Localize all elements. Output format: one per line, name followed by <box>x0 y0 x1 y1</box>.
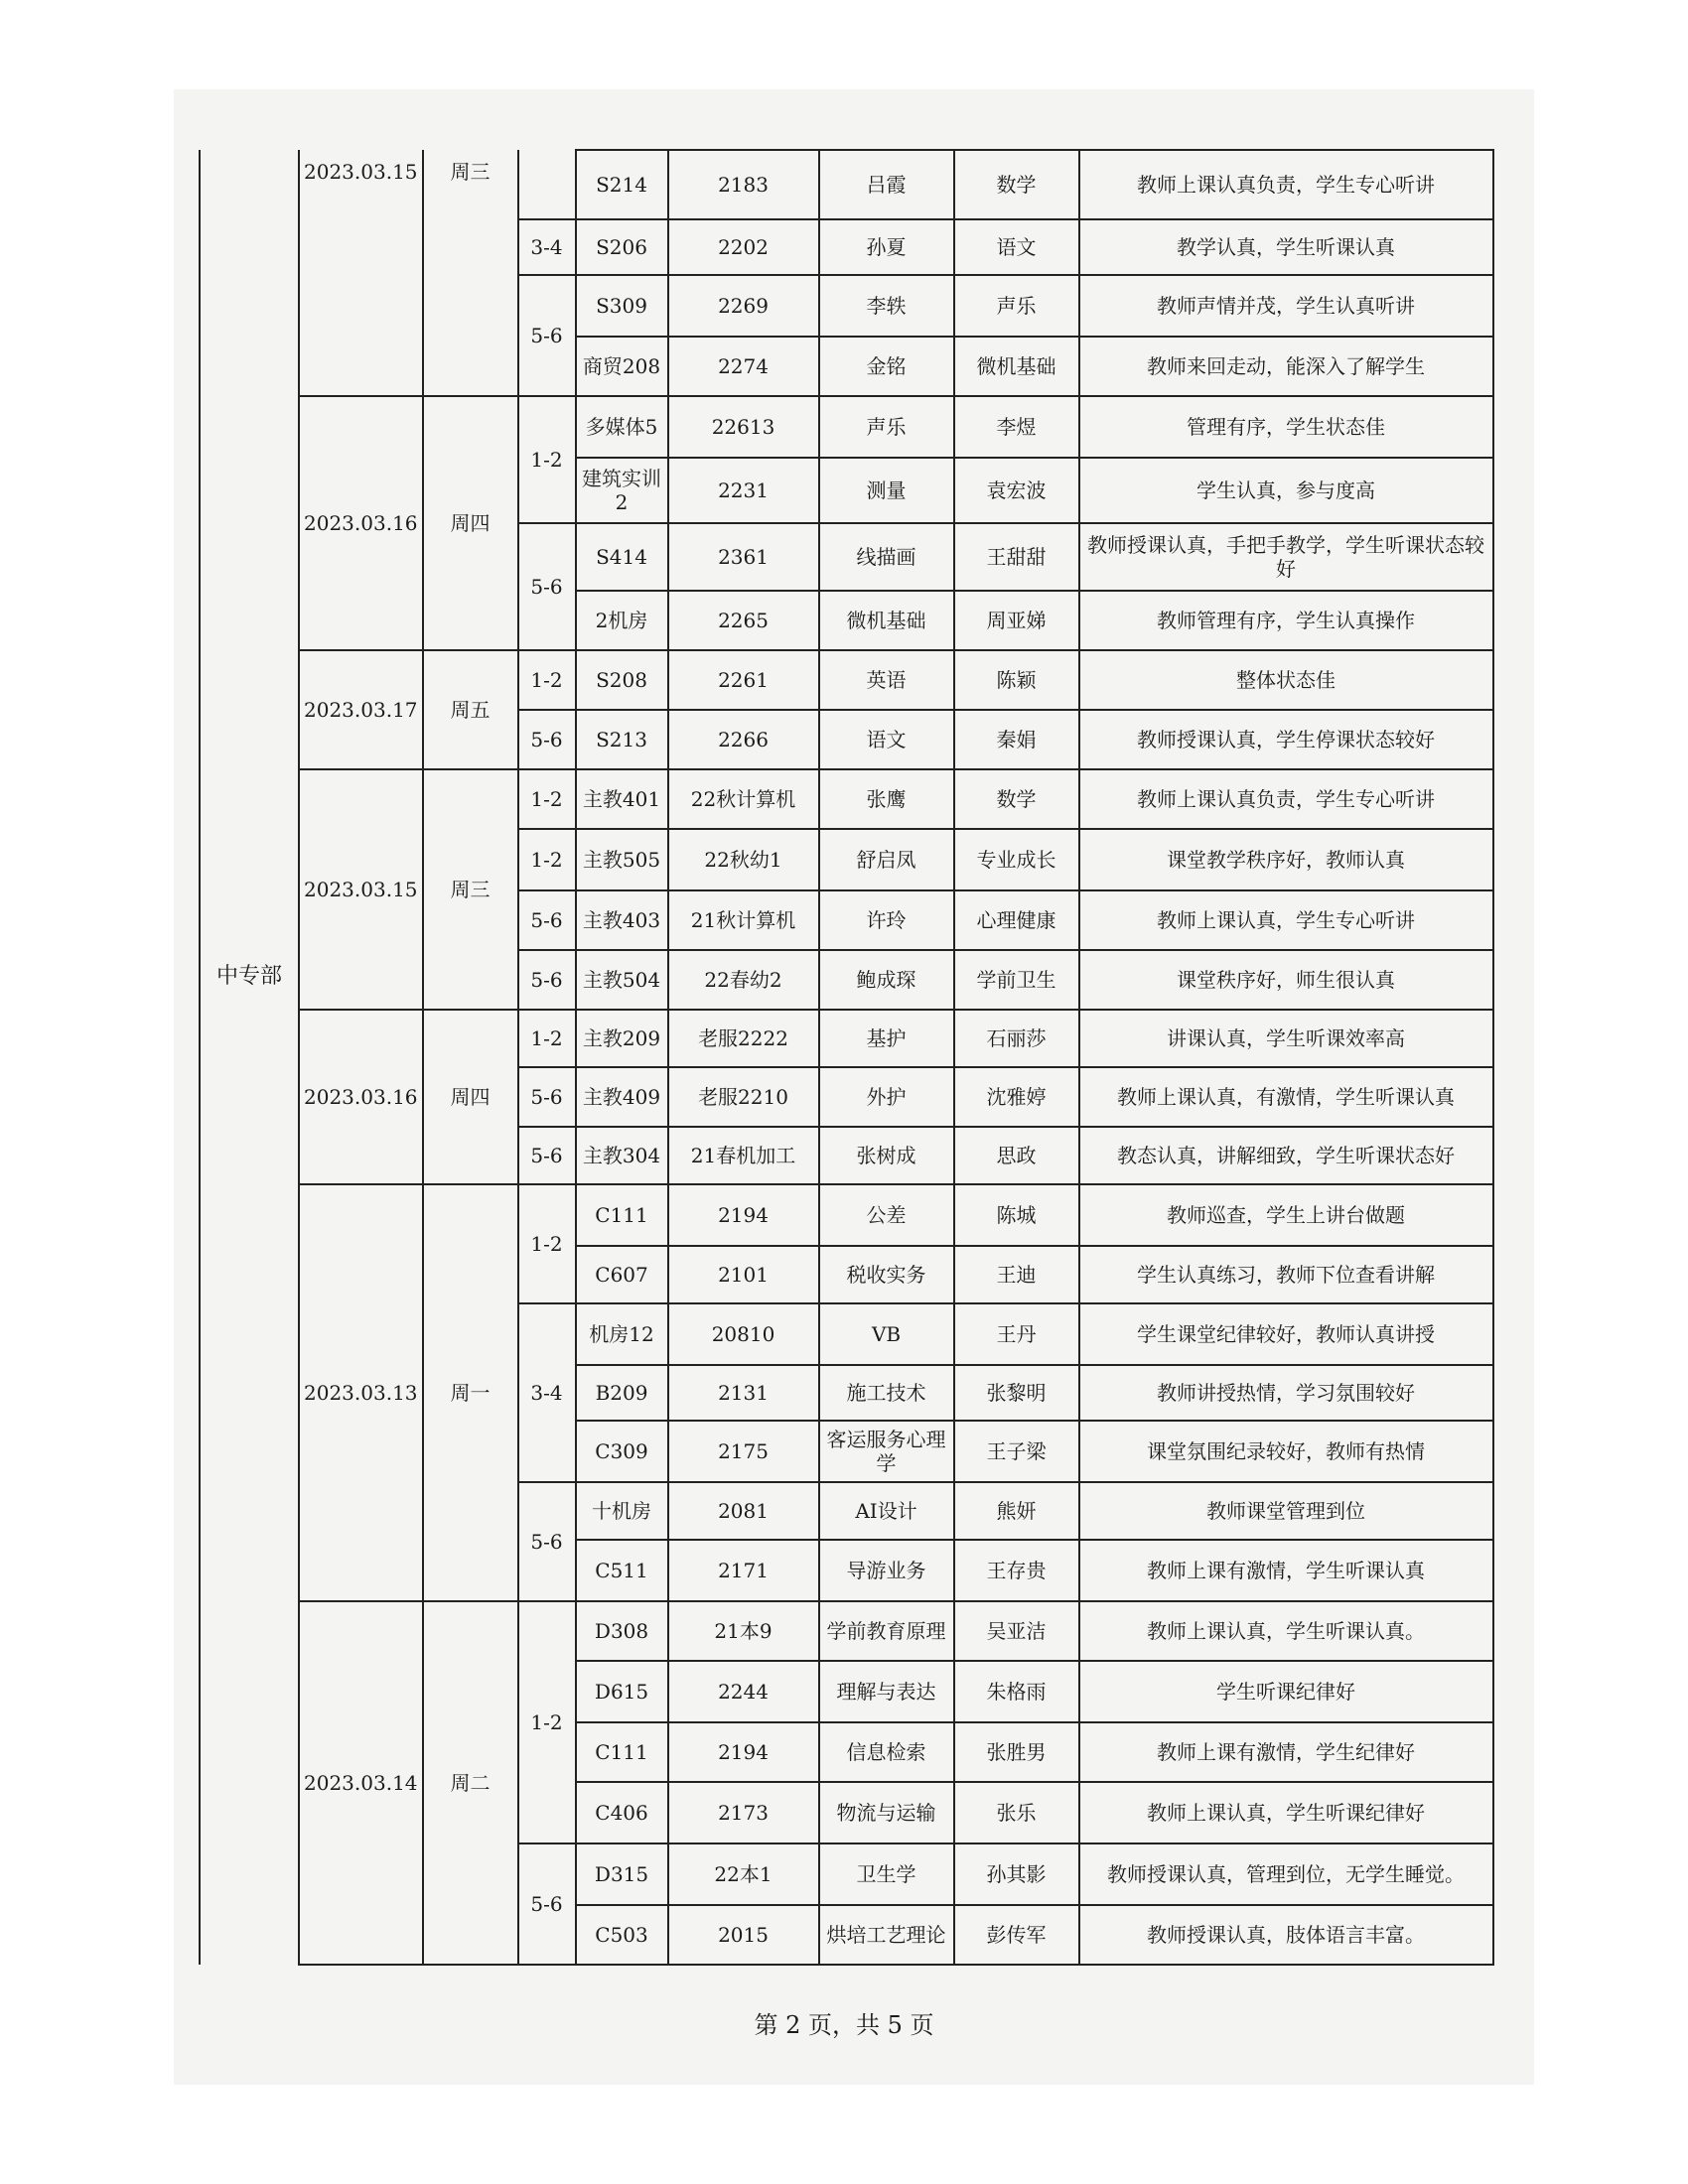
room-cell: 主教504 <box>576 950 668 1010</box>
date-cell: 2023.03.13 <box>299 1184 423 1601</box>
course-cell: 卫生学 <box>819 1843 954 1905</box>
teacher-cell: 沈雅婷 <box>954 1067 1079 1127</box>
comment-cell: 教师上课有激情，学生纪律好 <box>1079 1722 1493 1782</box>
course-cell: 理解与表达 <box>819 1661 954 1722</box>
comment-cell: 教学认真，学生听课认真 <box>1079 219 1493 275</box>
period-cell: 5-6 <box>518 890 576 950</box>
comment-cell: 教师来回走动，能深入了解学生 <box>1079 337 1493 396</box>
course-cell: 公差 <box>819 1184 954 1246</box>
class-cell: 22春幼2 <box>668 950 819 1010</box>
period-cell: 1-2 <box>518 829 576 890</box>
weekday-cell: 周一 <box>423 1184 518 1601</box>
room-cell: 主教401 <box>576 769 668 829</box>
class-cell: 22秋幼1 <box>668 829 819 890</box>
observation-table <box>199 149 1494 1966</box>
date-cell: 2023.03.16 <box>299 396 423 650</box>
class-cell: 老服2210 <box>668 1067 819 1127</box>
room-cell: D308 <box>576 1601 668 1661</box>
class-cell: 2131 <box>668 1365 819 1421</box>
course-cell: 语文 <box>819 710 954 769</box>
comment-cell: 教师上课认真，学生听课纪律好 <box>1079 1782 1493 1843</box>
weekday-cell: 周二 <box>423 1601 518 1965</box>
course-cell: 许玲 <box>819 890 954 950</box>
room-cell: C511 <box>576 1540 668 1601</box>
class-cell: 2231 <box>668 458 819 523</box>
room-cell: B209 <box>576 1365 668 1421</box>
room-cell: C406 <box>576 1782 668 1843</box>
course-cell: 舒启凤 <box>819 829 954 890</box>
teacher-cell: 朱格雨 <box>954 1661 1079 1722</box>
comment-cell: 课堂秩序好，师生很认真 <box>1079 950 1493 1010</box>
room-cell: 2机房 <box>576 591 668 650</box>
teacher-cell: 王甜甜 <box>954 523 1079 591</box>
course-cell: 学前教育原理 <box>819 1601 954 1661</box>
comment-cell: 学生认真练习，教师下位查看讲解 <box>1079 1246 1493 1303</box>
teacher-cell: 张乐 <box>954 1782 1079 1843</box>
course-cell: 孙夏 <box>819 219 954 275</box>
course-cell: 客运服务心理学 <box>819 1421 954 1482</box>
teacher-cell: 微机基础 <box>954 337 1079 396</box>
department-cell <box>200 1184 299 1965</box>
class-cell: 20810 <box>668 1303 819 1365</box>
teacher-cell: 熊妍 <box>954 1482 1079 1540</box>
course-cell: 物流与运输 <box>819 1782 954 1843</box>
class-cell: 22秋计算机 <box>668 769 819 829</box>
class-cell: 2269 <box>668 275 819 337</box>
class-cell: 2015 <box>668 1905 819 1965</box>
class-cell: 2175 <box>668 1421 819 1482</box>
class-cell: 22613 <box>668 396 819 458</box>
room-cell: 建筑实训2 <box>576 458 668 523</box>
period-cell: 1-2 <box>518 1184 576 1303</box>
date-cell: 2023.03.14 <box>299 1601 423 1965</box>
course-cell: 李轶 <box>819 275 954 337</box>
class-cell: 2261 <box>668 650 819 710</box>
period-cell: 1-2 <box>518 769 576 829</box>
date-cell: 2023.03.16 <box>299 1010 423 1184</box>
period-cell: 5-6 <box>518 1067 576 1127</box>
teacher-cell: 孙其影 <box>954 1843 1079 1905</box>
room-cell: S208 <box>576 650 668 710</box>
teacher-cell: 学前卫生 <box>954 950 1079 1010</box>
teacher-cell: 语文 <box>954 219 1079 275</box>
comment-cell: 管理有序，学生状态佳 <box>1079 396 1493 458</box>
period-cell: 1-2 <box>518 1601 576 1843</box>
comment-cell: 教师上课认真，学生专心听讲 <box>1079 890 1493 950</box>
course-cell: 张鹰 <box>819 769 954 829</box>
comment-cell: 教师上课有激情，学生听课认真 <box>1079 1540 1493 1601</box>
date-cell: 2023.03.15 <box>299 150 423 396</box>
teacher-cell: 声乐 <box>954 275 1079 337</box>
room-cell: 主教209 <box>576 1010 668 1067</box>
course-cell: 导游业务 <box>819 1540 954 1601</box>
period-cell: 1-2 <box>518 1010 576 1067</box>
teacher-cell: 王存贵 <box>954 1540 1079 1601</box>
period-cell <box>518 150 576 219</box>
room-cell: 十机房 <box>576 1482 668 1540</box>
course-cell: AI设计 <box>819 1482 954 1540</box>
comment-cell: 讲课认真，学生听课效率高 <box>1079 1010 1493 1067</box>
room-cell: 商贸208 <box>576 337 668 396</box>
class-cell: 2173 <box>668 1782 819 1843</box>
weekday-cell: 周四 <box>423 1010 518 1184</box>
table-row <box>200 1601 1493 1661</box>
period-cell: 5-6 <box>518 523 576 650</box>
class-cell: 2101 <box>668 1246 819 1303</box>
room-cell: 多媒体5 <box>576 396 668 458</box>
teacher-cell: 思政 <box>954 1127 1079 1184</box>
teacher-cell: 数学 <box>954 150 1079 219</box>
comment-cell: 学生听课纪律好 <box>1079 1661 1493 1722</box>
comment-cell: 教师上课认真负责，学生专心听讲 <box>1079 150 1493 219</box>
comment-cell: 学生认真，参与度高 <box>1079 458 1493 523</box>
weekday-cell: 周三 <box>423 150 518 396</box>
teacher-cell: 张胜男 <box>954 1722 1079 1782</box>
course-cell: 鲍成琛 <box>819 950 954 1010</box>
teacher-cell: 陈颖 <box>954 650 1079 710</box>
weekday-cell: 周四 <box>423 396 518 650</box>
teacher-cell: 彭传军 <box>954 1905 1079 1965</box>
class-cell: 2202 <box>668 219 819 275</box>
class-cell: 2244 <box>668 1661 819 1722</box>
comment-cell: 教师授课认真，学生停课状态较好 <box>1079 710 1493 769</box>
course-cell: 金铭 <box>819 337 954 396</box>
table-row <box>200 1184 1493 1246</box>
class-cell: 2171 <box>668 1540 819 1601</box>
room-cell: C111 <box>576 1184 668 1246</box>
table-row <box>200 396 1493 458</box>
date-cell: 2023.03.15 <box>299 769 423 1010</box>
class-cell: 2194 <box>668 1722 819 1782</box>
period-cell: 5-6 <box>518 275 576 396</box>
course-cell: 信息检索 <box>819 1722 954 1782</box>
teacher-cell: 李煜 <box>954 396 1079 458</box>
course-cell: 施工技术 <box>819 1365 954 1421</box>
comment-cell: 学生课堂纪律较好，教师认真讲授 <box>1079 1303 1493 1365</box>
class-cell: 2265 <box>668 591 819 650</box>
date-cell: 2023.03.17 <box>299 650 423 769</box>
comment-cell: 教师课堂管理到位 <box>1079 1482 1493 1540</box>
course-cell: 烘培工艺理论 <box>819 1905 954 1965</box>
class-cell: 2183 <box>668 150 819 219</box>
comment-cell: 教师上课认真，学生听课认真。 <box>1079 1601 1493 1661</box>
course-cell: 基护 <box>819 1010 954 1067</box>
room-cell: C503 <box>576 1905 668 1965</box>
course-cell: 吕霞 <box>819 150 954 219</box>
period-cell: 5-6 <box>518 1482 576 1601</box>
room-cell: S206 <box>576 219 668 275</box>
class-cell: 2361 <box>668 523 819 591</box>
comment-cell: 教师巡查，学生上讲台做题 <box>1079 1184 1493 1246</box>
weekday-cell: 周五 <box>423 650 518 769</box>
teacher-cell: 周亚娣 <box>954 591 1079 650</box>
period-cell: 5-6 <box>518 950 576 1010</box>
course-cell: 线描画 <box>819 523 954 591</box>
room-cell: C309 <box>576 1421 668 1482</box>
room-cell: C111 <box>576 1722 668 1782</box>
course-cell: 测量 <box>819 458 954 523</box>
comment-cell: 教师讲授热情，学习氛围较好 <box>1079 1365 1493 1421</box>
teacher-cell: 陈城 <box>954 1184 1079 1246</box>
teacher-cell: 吴亚洁 <box>954 1601 1079 1661</box>
teacher-cell: 张黎明 <box>954 1365 1079 1421</box>
teacher-cell: 袁宏波 <box>954 458 1079 523</box>
teacher-cell: 王迪 <box>954 1246 1079 1303</box>
comment-cell: 教师管理有序，学生认真操作 <box>1079 591 1493 650</box>
teacher-cell: 数学 <box>954 769 1079 829</box>
period-cell: 5-6 <box>518 1843 576 1965</box>
class-cell: 老服2222 <box>668 1010 819 1067</box>
class-cell: 2274 <box>668 337 819 396</box>
comment-cell: 教师上课认真，有激情，学生听课认真 <box>1079 1067 1493 1127</box>
room-cell: S414 <box>576 523 668 591</box>
period-cell: 3-4 <box>518 219 576 275</box>
teacher-cell: 心理健康 <box>954 890 1079 950</box>
table-row <box>200 1010 1493 1067</box>
room-cell: 主教409 <box>576 1067 668 1127</box>
period-cell: 1-2 <box>518 650 576 710</box>
comment-cell: 课堂氛围纪录较好，教师有热情 <box>1079 1421 1493 1482</box>
course-cell: VB <box>819 1303 954 1365</box>
room-cell: 主教505 <box>576 829 668 890</box>
weekday-cell: 周三 <box>423 769 518 1010</box>
teacher-cell: 专业成长 <box>954 829 1079 890</box>
course-cell: 微机基础 <box>819 591 954 650</box>
page-footer: 第 2 页，共 5 页 <box>754 2011 934 2039</box>
table-row <box>200 150 1493 219</box>
period-cell: 5-6 <box>518 1127 576 1184</box>
department-cell <box>200 150 299 769</box>
teacher-cell: 秦娟 <box>954 710 1079 769</box>
comment-cell: 整体状态佳 <box>1079 650 1493 710</box>
comment-cell: 课堂教学秩序好，教师认真 <box>1079 829 1493 890</box>
teacher-cell: 王丹 <box>954 1303 1079 1365</box>
room-cell: S309 <box>576 275 668 337</box>
class-cell: 2266 <box>668 710 819 769</box>
course-cell: 外护 <box>819 1067 954 1127</box>
teacher-cell: 石丽莎 <box>954 1010 1079 1067</box>
comment-cell: 教态认真，讲解细致，学生听课状态好 <box>1079 1127 1493 1184</box>
course-cell: 张树成 <box>819 1127 954 1184</box>
comment-cell: 教师授课认真，手把手教学，学生听课状态较好 <box>1079 523 1493 591</box>
room-cell: S214 <box>576 150 668 219</box>
table-row <box>200 650 1493 710</box>
room-cell: 主教304 <box>576 1127 668 1184</box>
room-cell: S213 <box>576 710 668 769</box>
class-cell: 21春机加工 <box>668 1127 819 1184</box>
comment-cell: 教师授课认真，肢体语言丰富。 <box>1079 1905 1493 1965</box>
comment-cell: 教师授课认真，管理到位，无学生睡觉。 <box>1079 1843 1493 1905</box>
room-cell: 主教403 <box>576 890 668 950</box>
class-cell: 2194 <box>668 1184 819 1246</box>
period-cell: 3-4 <box>518 1303 576 1482</box>
class-cell: 2081 <box>668 1482 819 1540</box>
department-cell: 中专部 <box>200 769 299 1184</box>
table-row <box>200 769 1493 829</box>
period-cell: 1-2 <box>518 396 576 523</box>
period-cell: 5-6 <box>518 710 576 769</box>
course-cell: 税收实务 <box>819 1246 954 1303</box>
room-cell: D615 <box>576 1661 668 1722</box>
room-cell: C607 <box>576 1246 668 1303</box>
room-cell: D315 <box>576 1843 668 1905</box>
course-cell: 英语 <box>819 650 954 710</box>
course-cell: 声乐 <box>819 396 954 458</box>
class-cell: 22本1 <box>668 1843 819 1905</box>
class-cell: 21本9 <box>668 1601 819 1661</box>
comment-cell: 教师声情并茂，学生认真听讲 <box>1079 275 1493 337</box>
comment-cell: 教师上课认真负责，学生专心听讲 <box>1079 769 1493 829</box>
room-cell: 机房12 <box>576 1303 668 1365</box>
class-cell: 21秋计算机 <box>668 890 819 950</box>
teacher-cell: 王子梁 <box>954 1421 1079 1482</box>
